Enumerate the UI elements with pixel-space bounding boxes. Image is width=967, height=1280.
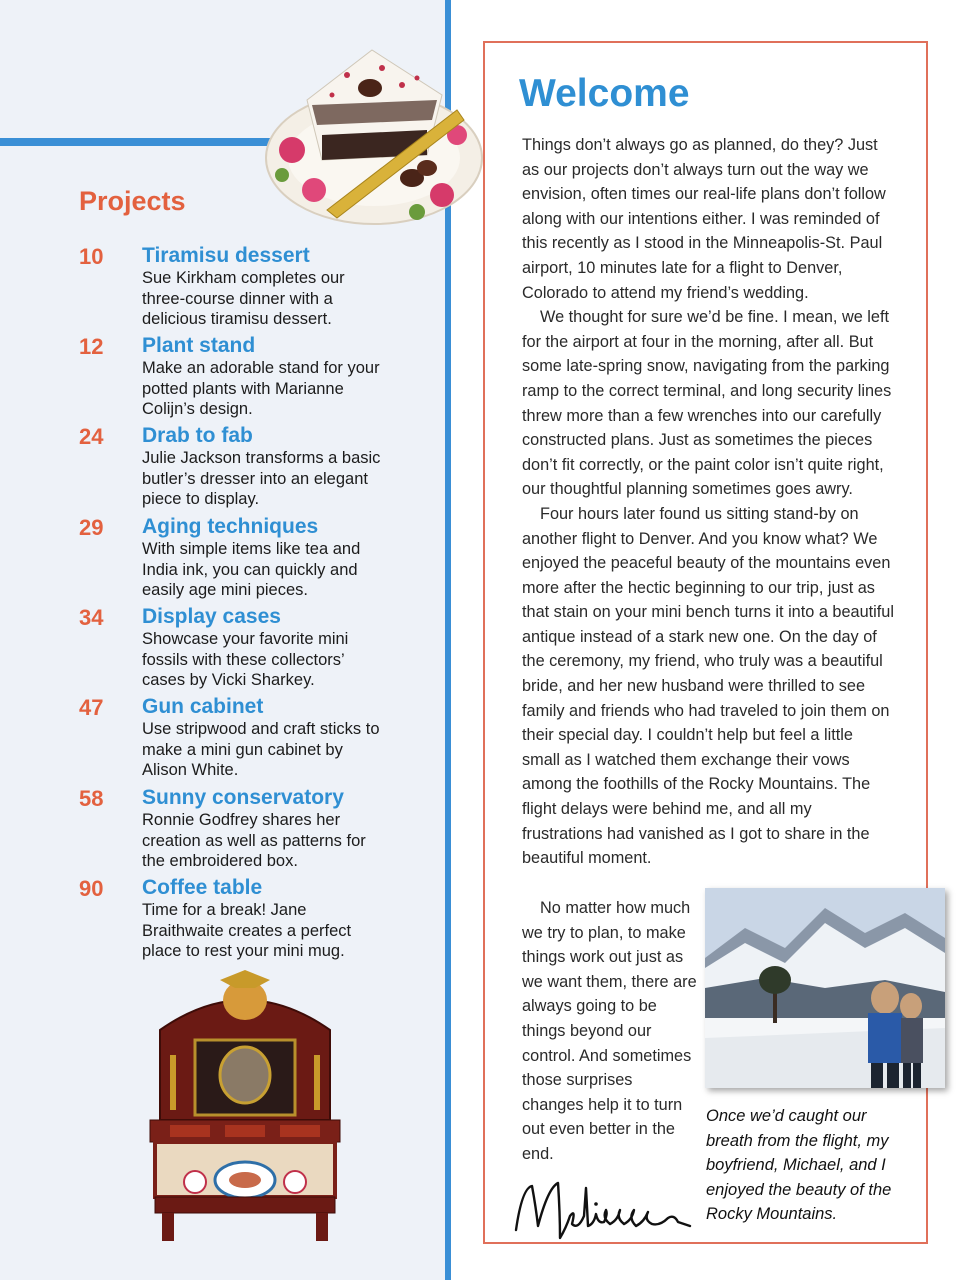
article-paragraph: Things don’t always go as planned, do they? Just as our projects don’t always turn out the way we envision, often times our real-life plans don’t follow along with our intentions either. I was reminded of this recently as I stood in the Minneapolis-St. Paul airport, 10 minutes late for a flight to Denver, Colorado to attend my friend’s wedding. [522,136,886,302]
page-number: 58 [79,786,104,811]
photo-caption: Once we’d caught our breath from the flight, my boyfriend, Michael, and I enjoyed the beauty of the Rocky Mountains. [706,1107,892,1223]
page-number: 29 [79,515,104,540]
project-description: Sue Kirkham completes our three-course dinner with a delicious tiramisu dessert. [142,269,345,328]
project-description: Use stripwood and craft sticks to make a mini gun cabinet by Alison White. [142,720,380,779]
project-title: Sunny conservatory [142,786,344,809]
project-description: Ronnie Godfrey shares her creation as well as patterns for the embroidered box. [142,811,366,870]
page-number: 10 [79,244,104,269]
project-title: Plant stand [142,334,256,357]
project-description: With simple items like tea and India ink, you can quickly and easily age mini pieces. [142,540,361,599]
page-number: 34 [79,605,104,630]
projects-heading: Projects [79,186,186,216]
dresser-cabinet-image [140,970,350,1245]
project-title: Tiramisu dessert [142,244,310,267]
article-paragraph: Four hours later found us sitting stand-by on another flight to Denver. And you know what? We enjoyed the peaceful beauty of the mountains even more after the hectic beginning to our trip, just as that stain on your mini bench turns it into a beautiful antique instead of a stark new one. On the day of the ceremony, my friend, who truly was a beautiful bride, and her new husband were thrilled to see family and friends who had traveled to join them on their special day. I couldn’t help but feel a little small as I watched them exchange their vows among the foothills of the Rocky Mountains. The flight delays were behind me, and all my frustrations had vanished as I got to share in the beautiful moment. [522,504,894,868]
project-description: Julie Jackson transforms a basic butler’s dresser into an elegant piece to display. [142,449,381,508]
mountain-couple-photo [705,888,945,1088]
page-number: 47 [79,695,104,720]
signature-image [508,1168,698,1254]
page-number: 24 [79,424,104,449]
project-description: Showcase your favorite mini fossils with these collectors’ cases by Vicki Sharkey. [142,630,349,689]
article-title: Welcome [519,72,690,115]
project-title: Gun cabinet [142,695,264,718]
project-title: Aging techniques [142,515,319,538]
project-description: Time for a break! Jane Braithwaite creates a perfect place to rest your mini mug. [142,901,352,960]
article-closing [522,896,697,1167]
tiramisu-plate-image [252,40,484,230]
page-number: 90 [79,876,104,901]
project-title: Display cases [142,605,281,628]
project-title: Drab to fab [142,424,253,447]
article-body [522,133,894,871]
project-title: Coffee table [142,876,263,899]
page-number: 12 [79,334,104,359]
project-description: Make an adorable stand for your potted plants with Marianne Colijn’s design. [142,359,380,418]
article-paragraph: We thought for sure we’d be fine. I mean, we left for the airport at four in the morning, after all. But some late-spring snow, navigating from the parking ramp to the correct terminal, and long security lines threw more than a few wrenches into our carefully constructed plans. Just as sometimes the pieces don’t fit correctly, or the paint color isn’t quite right, our thoughtful planning sometimes goes awry. [522,308,892,499]
article-paragraph: No matter how much we try to plan, to make things work out just as we want them, there are always going to be things beyond our control. And sometimes those surprises changes help it to turn out even better in the end. [522,899,697,1163]
